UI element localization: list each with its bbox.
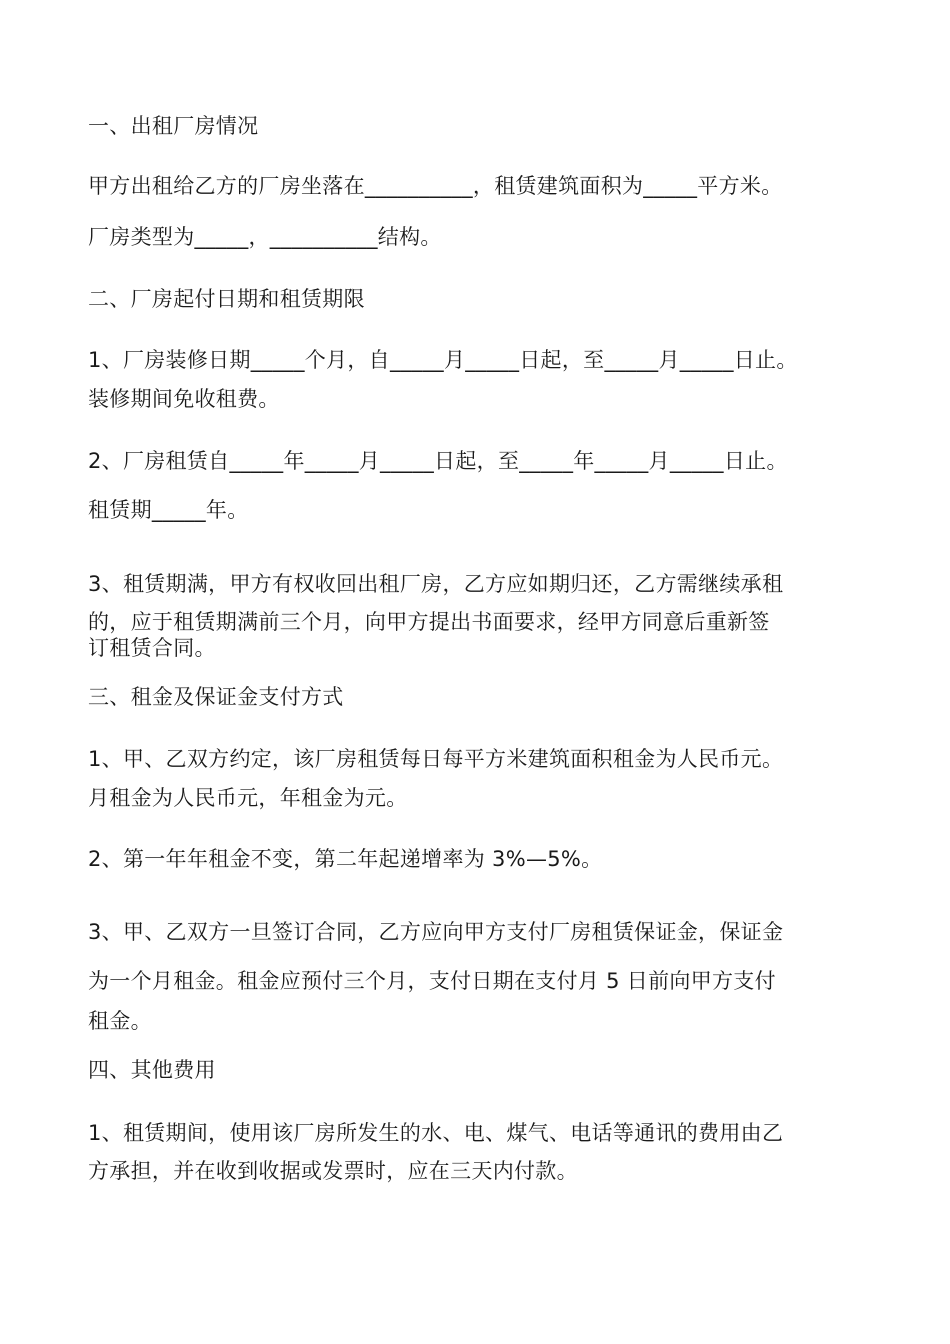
paragraph-line: 装修期间免收租费。	[88, 387, 280, 411]
section-heading-2: 二、厂房起付日期和租赁期限	[88, 287, 365, 311]
paragraph-line: 厂房类型为_____，__________结构。	[88, 225, 442, 249]
section-heading-1: 一、出租厂房情况	[88, 114, 259, 138]
paragraph-line: 为一个月租金。租金应预付三个月，支付日期在支付月 5 日前向甲方支付	[88, 969, 776, 993]
paragraph-line: 2、厂房租赁自_____年_____月_____日起，至_____年_____月_____日止。	[88, 449, 788, 473]
paragraph-line: 订租赁合同。	[88, 636, 216, 660]
paragraph-line: 1、厂房装修日期_____个月，自_____月_____日起，至_____月_____日止。	[88, 348, 798, 372]
paragraph-line: 甲方出租给乙方的厂房坐落在__________，租赁建筑面积为_____平方米。	[88, 174, 783, 198]
paragraph-line: 租赁期_____年。	[88, 498, 249, 522]
section-heading-3: 三、租金及保证金支付方式	[88, 685, 344, 709]
paragraph-line: 2、第一年年租金不变，第二年起递增率为 3%—5%。	[88, 847, 603, 871]
paragraph-line: 1、甲、乙双方约定，该厂房租赁每日每平方米建筑面积租金为人民币元。	[88, 747, 784, 771]
paragraph-line: 3、甲、乙双方一旦签订合同，乙方应向甲方支付厂房租赁保证金，保证金	[88, 920, 784, 944]
paragraph-line: 方承担，并在收到收据或发票时，应在三天内付款。	[88, 1159, 578, 1183]
paragraph-line: 1、租赁期间，使用该厂房所发生的水、电、煤气、电话等通讯的费用由乙	[88, 1121, 784, 1145]
paragraph-line: 的，应于租赁期满前三个月，向甲方提出书面要求，经甲方同意后重新签	[88, 610, 770, 634]
paragraph-line: 3、租赁期满，甲方有权收回出租厂房，乙方应如期归还，乙方需继续承租	[88, 572, 784, 596]
paragraph-line: 月租金为人民币元，年租金为元。	[88, 786, 408, 810]
paragraph-line: 租金。	[88, 1009, 152, 1033]
section-heading-4: 四、其他费用	[88, 1058, 216, 1082]
